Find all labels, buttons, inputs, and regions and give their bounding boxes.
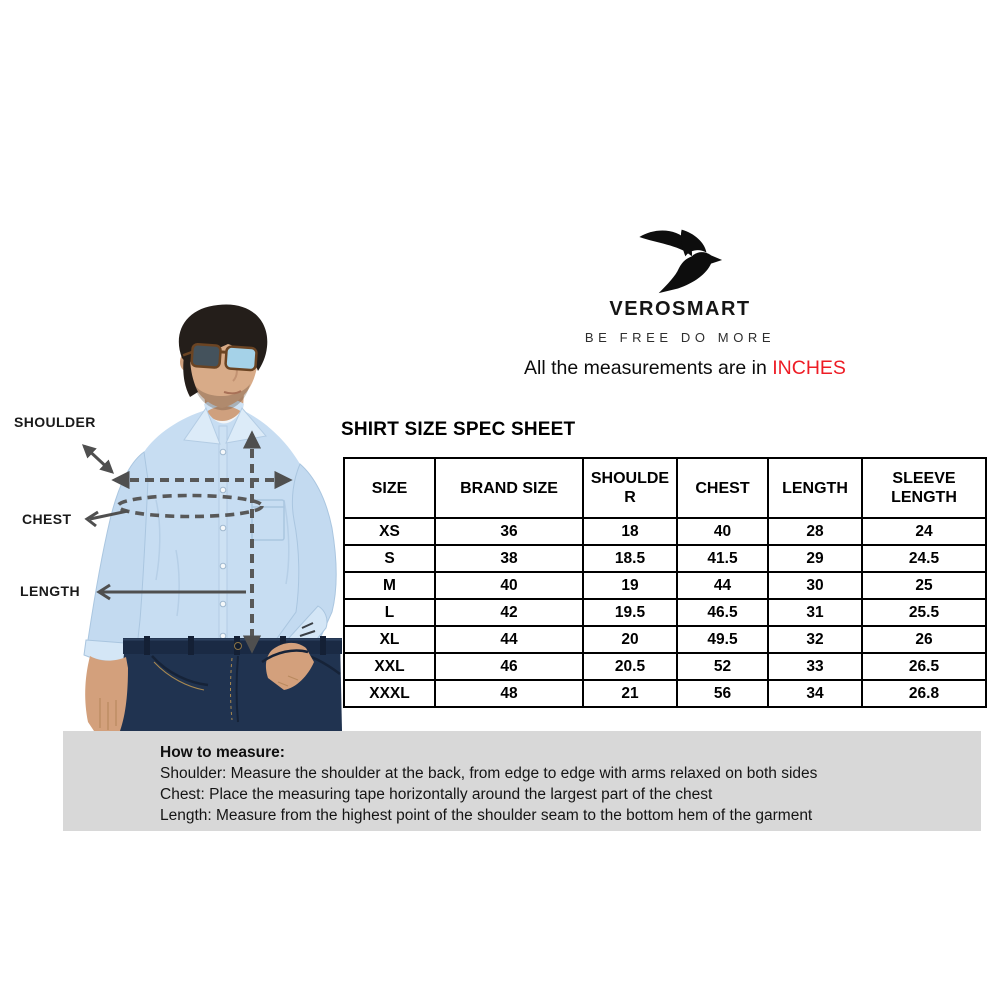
table-cell: 18.5 [583,545,677,572]
length-label: LENGTH [20,583,80,599]
table-cell: 40 [435,572,583,599]
table-cell: 42 [435,599,583,626]
how-to-shoulder-line: Shoulder: Measure the shoulder at the back, from edge to edge with arms relaxed on both sides [160,765,818,782]
shoulder-label: SHOULDER [14,414,96,430]
table-cell: 24 [862,518,986,545]
hand-left [85,656,128,731]
sunglasses-icon [182,343,256,370]
table-cell: 40 [677,518,768,545]
how-to-chest-line: Chest: Place the measuring tape horizontally around the largest part of the chest [160,786,713,803]
sheet-title: SHIRT SIZE SPEC SHEET [341,419,576,440]
bird-logo-icon [634,226,726,294]
table-row [344,518,986,545]
table-cell: 46.5 [677,599,768,626]
how-to-measure-title: How to measure: [160,744,285,761]
table-row [344,599,986,626]
table-cell: 28 [768,518,862,545]
table-cell: 25.5 [862,599,986,626]
table-cell: 48 [435,680,583,707]
table-row [344,545,986,572]
table-cell: 56 [677,680,768,707]
table-cell: 26 [862,626,986,653]
model-photo [56,300,342,731]
table-cell: 44 [677,572,768,599]
brand-block [585,226,775,345]
table-cell: 36 [435,518,583,545]
table-cell: 26.5 [862,653,986,680]
table-cell: 33 [768,653,862,680]
table-cell: 41.5 [677,545,768,572]
brand-tagline: BE FREE DO MORE [584,330,776,345]
units-note-unit: INCHES [772,357,846,379]
table-cell: 49.5 [677,626,768,653]
model-shirt [123,410,311,646]
table-cell: 21 [583,680,677,707]
table-cell: 19 [583,572,677,599]
table-cell: 34 [768,680,862,707]
sleeve-left [86,452,148,661]
units-note [524,357,846,380]
table-cell: 26.8 [862,680,986,707]
units-note-text: All the measurements are in [524,357,773,379]
table-cell: 24.5 [862,545,986,572]
table-cell: 19.5 [583,599,677,626]
table-cell: XS [344,518,435,545]
table-cell: 38 [435,545,583,572]
column-header: SLEEVE LENGTH [862,458,986,518]
table-cell: 44 [435,626,583,653]
table-cell: S [344,545,435,572]
table-cell: XL [344,626,435,653]
table-cell: 29 [768,545,862,572]
table-cell: 25 [862,572,986,599]
size-table-head-row [344,458,986,518]
model-jeans [120,636,342,731]
table-cell: 20.5 [583,653,677,680]
table-row [344,680,986,707]
table-row [344,653,986,680]
table-cell: 31 [768,599,862,626]
column-header: SIZE [344,458,435,518]
table-cell: XXL [344,653,435,680]
table-cell: XXXL [344,680,435,707]
table-cell: 32 [768,626,862,653]
column-header: LENGTH [768,458,862,518]
column-header: BRAND SIZE [435,458,583,518]
table-cell: M [344,572,435,599]
size-spec-table [343,457,987,708]
how-to-length-line: Length: Measure from the highest point of the shoulder seam to the bottom hem of the garment [160,807,813,824]
table-cell: L [344,599,435,626]
table-cell: 20 [583,626,677,653]
shirt-placket [219,426,227,644]
table-row [344,572,986,599]
brand-name: VEROSMART [609,298,751,320]
table-row [344,626,986,653]
how-to-measure-panel [63,731,981,831]
table-cell: 18 [583,518,677,545]
chest-label: CHEST [22,511,72,527]
size-table-body [344,518,986,707]
column-header: SHOULDER [583,458,677,518]
column-header: CHEST [677,458,768,518]
table-cell: 52 [677,653,768,680]
table-cell: 46 [435,653,583,680]
table-cell: 30 [768,572,862,599]
